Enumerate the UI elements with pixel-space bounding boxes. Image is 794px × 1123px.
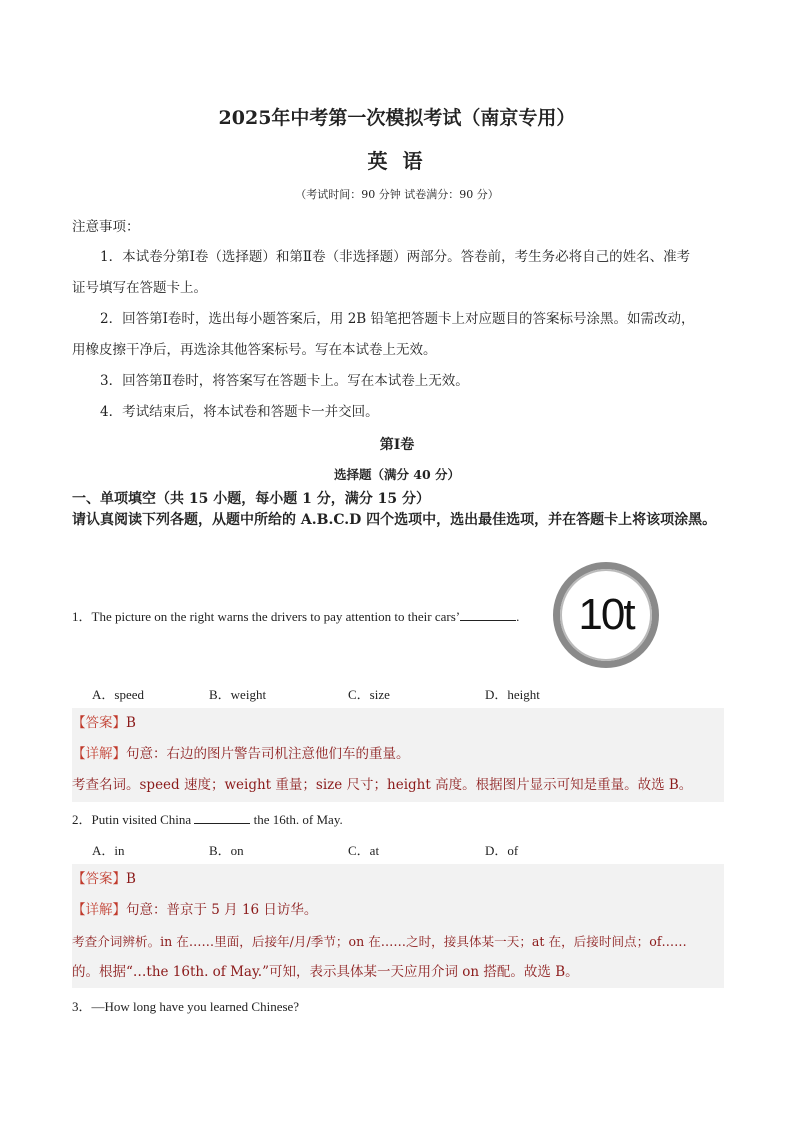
notice-item-4: 4．考试结束后，将本试卷和答题卡一并交回。 [100, 404, 379, 420]
sign-ring [560, 569, 652, 661]
question-1-stem [72, 606, 519, 625]
detail-line [72, 895, 724, 926]
subject-title: 英 语 [367, 149, 427, 173]
analysis-line: 的。根据“…the 16th. of May.”可知，表示具体某一天应用介词 on 搭配。故选 B。 [72, 964, 579, 980]
answer-blank [460, 620, 516, 621]
exam-info: （考试时间：90 分钟 试卷满分：90 分） [295, 188, 499, 201]
answer-value: B [126, 715, 136, 731]
option-d: D．height [485, 687, 540, 702]
question-2-text-end: the 16th. of May. [253, 812, 343, 827]
section1-title: 一、单项填空（共 15 小题，每小题 1 分，满分 15 分） [72, 491, 430, 507]
question-1-text-end: . [516, 609, 520, 624]
option-d: D．of [485, 843, 519, 858]
detail-tag: 【详解】 [72, 902, 126, 918]
analysis-line: 考查名词。speed 速度；weight 重量；size 尺寸；height 高度。根据图片显示可知是重量。故选 B。 [72, 777, 693, 793]
part1-subheading: 选择题（满分 40 分） [333, 467, 461, 482]
notice-item-3: 3．回答第Ⅱ卷时，将答案写在答题卡上。写在本试卷上无效。 [100, 373, 469, 389]
weight-limit-sign [553, 562, 659, 668]
detail-text: 句意：普京于 5 月 16 日访华。 [126, 902, 318, 918]
notice-item-2-cont: 用橡皮擦干净后，再选涂其他答案标号。写在本试卷上无效。 [72, 342, 437, 358]
answer-tag: 【答案】 [72, 871, 126, 887]
notice-item-1: 1．本试卷分第Ⅰ卷（选择题）和第Ⅱ卷（非选择题）两部分。答卷前，考生务必将自己的姓名、准考 [100, 249, 691, 265]
sign-label: 10t [578, 590, 634, 639]
detail-text: 句意：右边的图片警告司机注意他们车的重量。 [126, 746, 410, 762]
exam-title: 2025年中考第一次模拟考试（南京专用） [218, 107, 576, 129]
answer-line [72, 708, 724, 739]
notice-heading: 注意事项： [72, 219, 140, 235]
option-b: B．on [209, 843, 244, 858]
question-2-text: 2．Putin visited China [72, 812, 192, 827]
question-1-text: 1．The picture on the right warns the drivers to pay attention to their cars’ [72, 609, 461, 624]
answer-box-2 [72, 864, 724, 988]
section1-instruction: 请认真阅读下列各题，从题中所给的 A.B.C.D 四个选项中，选出最佳选项，并在答题卡上将该项涂黑。 [72, 512, 717, 528]
answer-value: B [126, 871, 136, 887]
notice-item-1-cont: 证号填写在答题卡上。 [72, 280, 207, 296]
question-2-stem [72, 809, 343, 828]
option-c: C．size [348, 687, 390, 702]
option-c: C．at [348, 843, 380, 858]
option-b: B．weight [209, 687, 267, 702]
answer-blank [194, 823, 250, 824]
option-a: A．in [92, 843, 125, 858]
part1-heading: 第Ⅰ卷 [379, 437, 415, 453]
option-a: A．speed [92, 687, 144, 702]
detail-line [72, 739, 724, 770]
answer-box-1 [72, 708, 724, 802]
notice-item-2: 2．回答第Ⅰ卷时，选出每小题答案后，用 2B 铅笔把答题卡上对应题目的答案标号涂黑。如需改动， [100, 311, 695, 327]
question-3-stem: 3．—How long have you learned Chinese? [72, 999, 300, 1014]
analysis-line: 考查介词辨析。in 在……里面，后接年/月/季节；on 在……之时，接具体某一天；at 在，后接时间点；of…… [72, 934, 687, 949]
answer-tag: 【答案】 [72, 715, 126, 731]
answer-line [72, 864, 724, 895]
detail-tag: 【详解】 [72, 746, 126, 762]
